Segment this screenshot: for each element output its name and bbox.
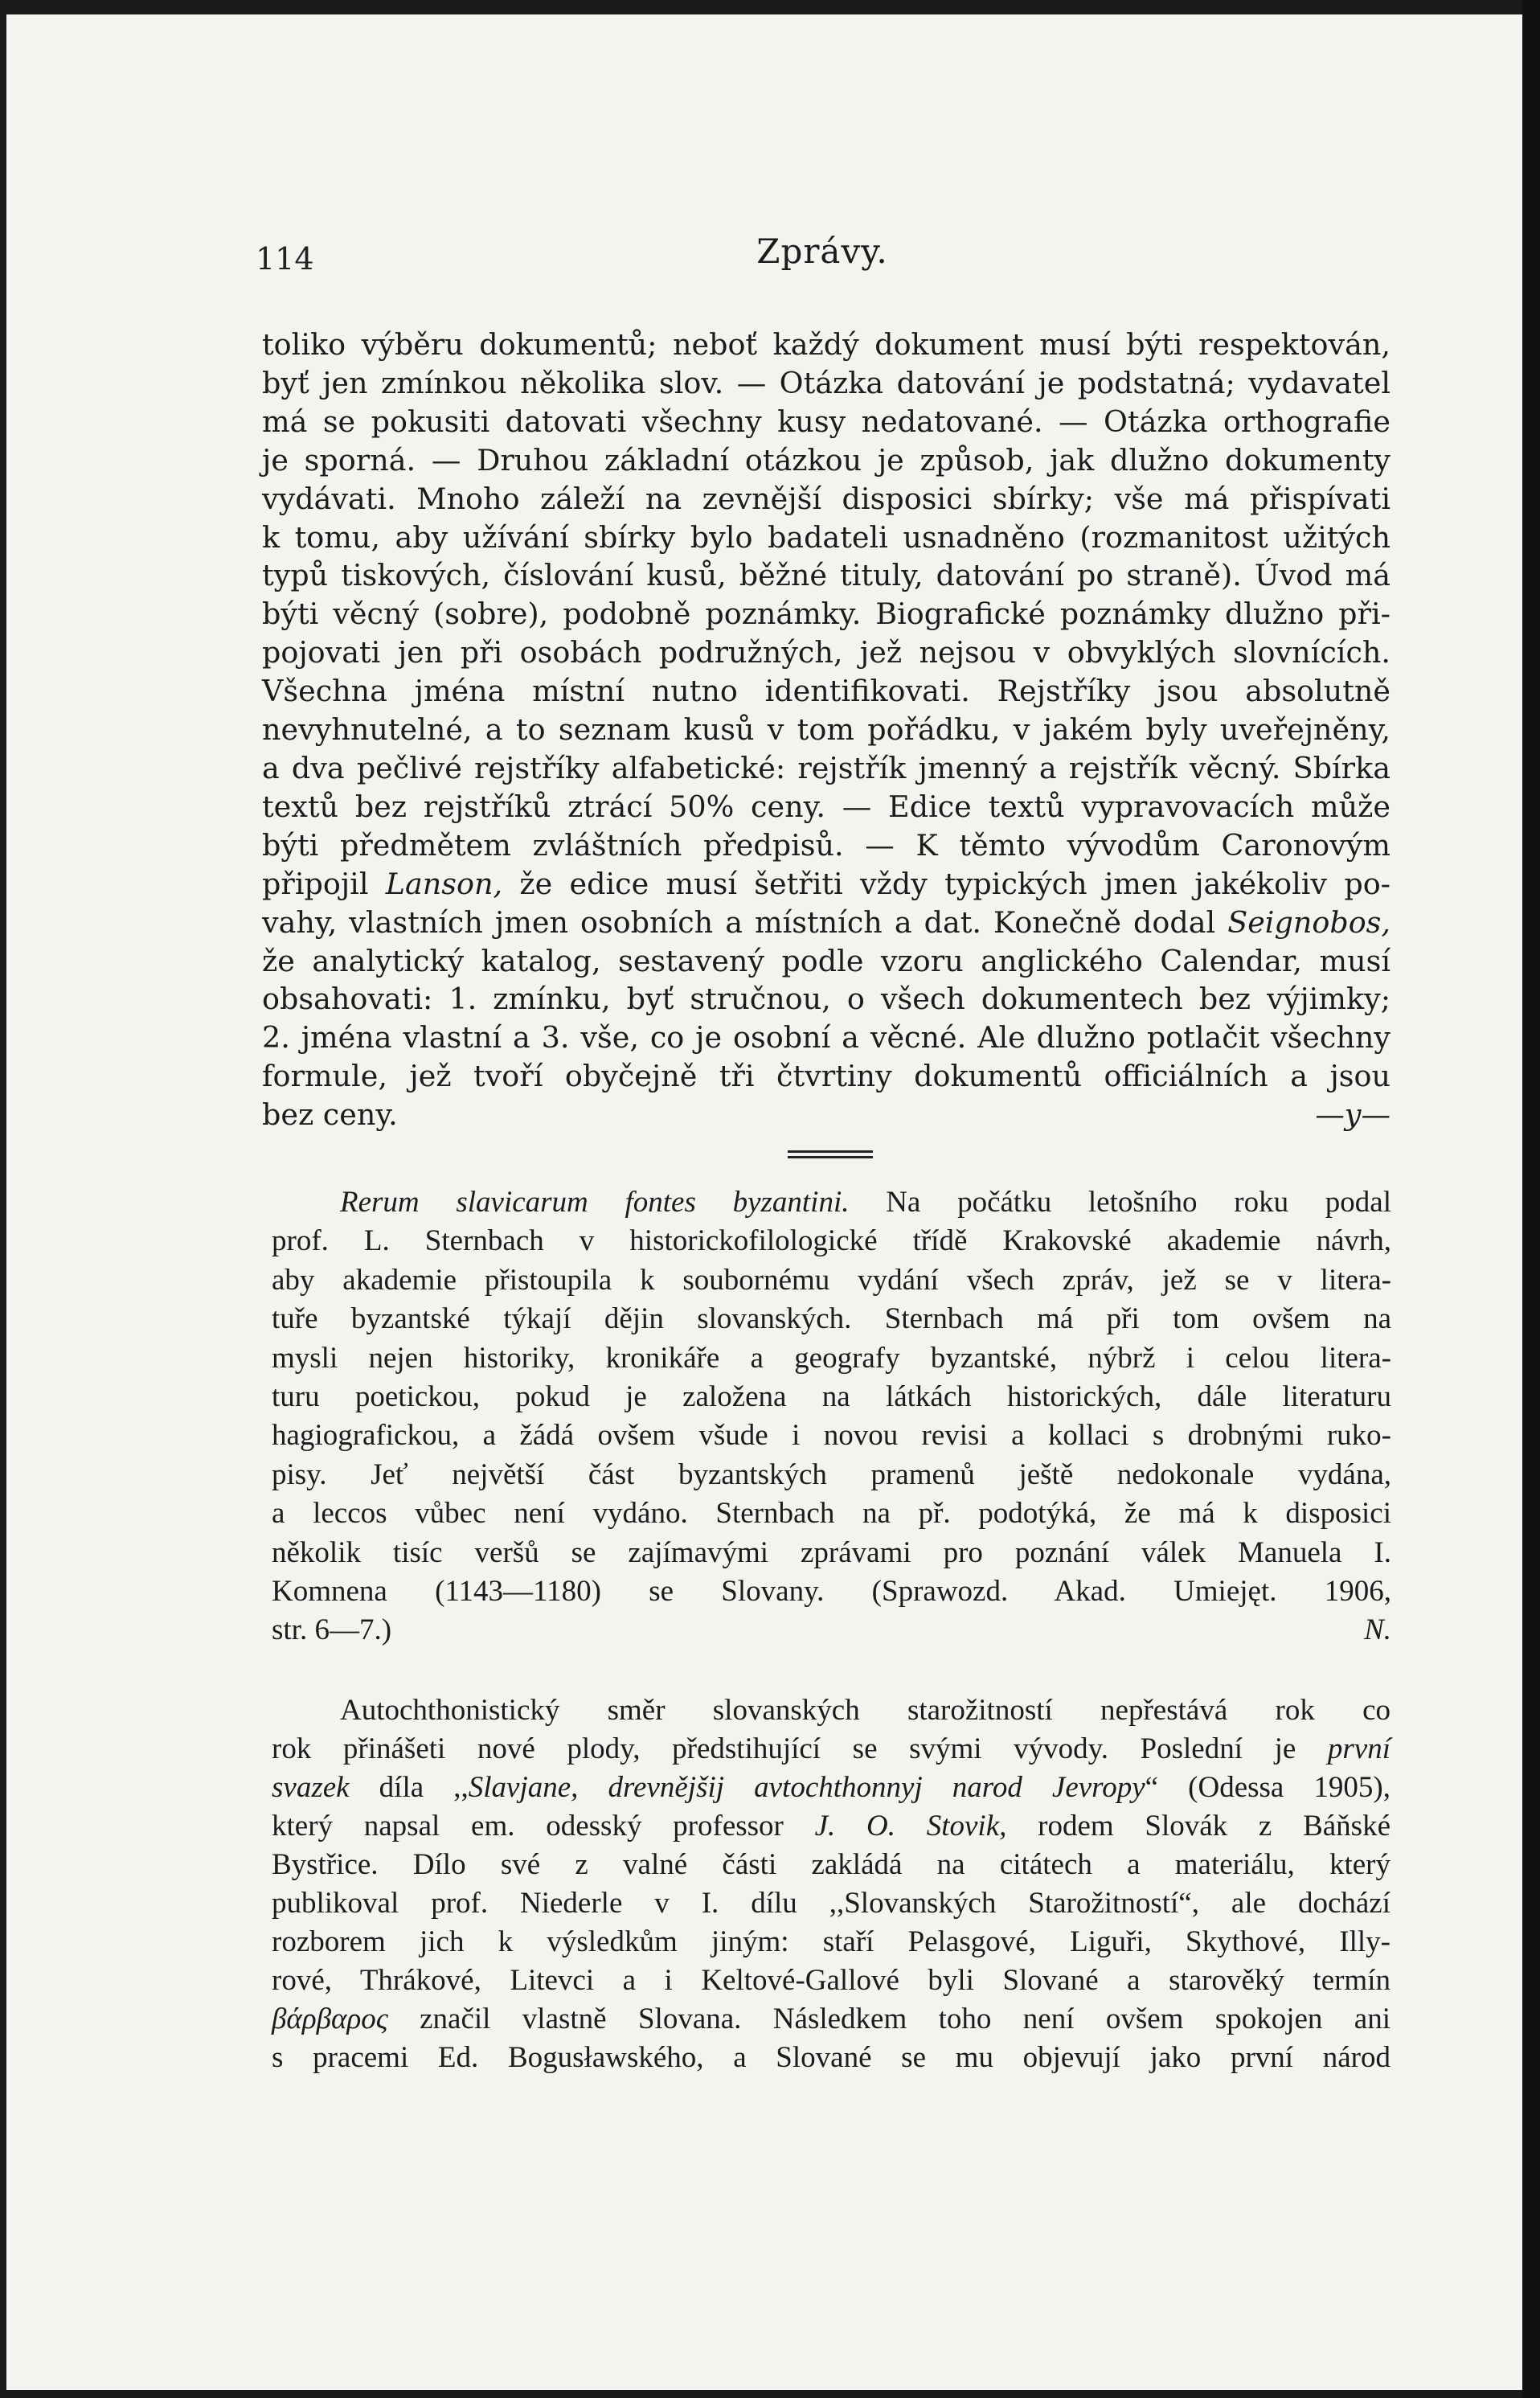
text-line: mysli nejen historiky, kronikáře a geografy byzantské, nýbrž i celou litera-: [272, 1341, 1391, 1375]
text-line: [272, 1807, 1391, 1846]
section-rerum-slavicarum: [272, 1183, 1391, 1650]
text-line: s pracemi Ed. Bogusławského, a Slované se mu objevují jako první národ: [272, 2041, 1391, 2074]
text-line: několik tisíc veršů se zajímavými zprávami pro poznání válek Manuela I.: [272, 1535, 1391, 1569]
text-line: tuře byzantské týkají dějin slovanských. Sternbach má při tom ovšem na: [272, 1302, 1391, 1336]
text-fragment: rodem Slovák z Báňské: [1006, 1810, 1391, 1843]
text-line: je sporná. — Druhou základní otázkou je způsob, jak dlužno dokumenty: [262, 442, 1391, 478]
text-line: a leccos vůbec není vydáno. Sternbach na př. podotýká, že má k disposici: [272, 1497, 1391, 1531]
text-line: textů bez rejstříků ztrácí 50% ceny. — Edice textů vypravovacích může: [262, 789, 1391, 824]
author-name-stovik: J. O. Stovik,: [814, 1810, 1007, 1843]
text-line: aby akademie přistoupila k soubornému vydání všech zpráv, jež se v litera-: [272, 1263, 1391, 1297]
text-line: rové, Thrákové, Litevci a i Keltové-Gallové byli Slované a starověký termín: [272, 1964, 1391, 1997]
text-line: [272, 2000, 1391, 2039]
section-autochthonism: [272, 1691, 1391, 2077]
text-line: k tomu, aby užívání sbírky bylo badateli usnadněno (rozmanitost užitých: [262, 519, 1391, 555]
text-fragment: že edice musí šetřiti vždy typických jmen jakékoliv po-: [502, 866, 1391, 901]
greek-word: βάρβαρος: [272, 2002, 388, 2035]
section-signoff: [262, 1096, 1391, 1134]
section-archival-editions: [262, 326, 1391, 1134]
page-header: [256, 232, 1389, 288]
text-line: [272, 1769, 1391, 1807]
text-line: vydávati. Mnoho záleží na zevnější disposici sbírky; vše má přispívati: [262, 481, 1391, 516]
book-page: [6, 14, 1522, 2390]
text-fragment: vahy, vlastních jmen osobních a místních a dat. Konečně dodal: [262, 904, 1216, 940]
text-line: pisy. Jeť největší část byzantských pramenů ještě nedokonale vydána,: [272, 1457, 1391, 1491]
text-fragment: připojil: [262, 866, 386, 901]
text-line: býti věcný (sobre), podobně poznámky. Biografické poznámky dlužno při-: [262, 596, 1391, 632]
text-fragment: rok přinášeti nové plody, předstihující se svými vývody. Poslední je: [272, 1732, 1328, 1765]
text-fragment: značil vlastně Slovana. Následkem toho není ovšem spokojen ani: [387, 2002, 1391, 2035]
text-line: Všechna jména místní nutno identifikovati. Rejstříky jsou absolutně: [262, 674, 1391, 709]
text-line: publikoval prof. Niederle v I. dílu ,,Slovanských Starožitností“, ale dochází: [272, 1887, 1391, 1920]
text-line-last: str. 6—7.): [272, 1613, 392, 1647]
text-line: Bystřice. Dílo své z valné části zakládá na citátech a materiálu, který: [272, 1848, 1391, 1881]
running-title: Zprávy.: [756, 232, 888, 271]
author-name-seignobos: Seignobos,: [1227, 904, 1391, 940]
text-fragment: Na počátku letošního roku podal: [849, 1186, 1392, 1219]
text-line: nevyhnutelné, a to seznam kusů v tom pořádku, v jakém byly uveřejněny,: [262, 712, 1391, 748]
text-line: prof. L. Sternbach v historickofilologické třídě Krakovské akademie návrh,: [272, 1224, 1391, 1258]
text-line: hagiografickou, a žádá ovšem všude i novou revisi a kollaci s drobnými ruko-: [272, 1419, 1391, 1453]
text-line-seignobos: [262, 904, 1391, 942]
italic-fragment: svazek: [272, 1771, 350, 1804]
text-line: Komnena (1143—1180) se Slovany. (Sprawozd. Akad. Umiejęt. 1906,: [272, 1575, 1391, 1609]
text-line: 2. jména vlastní a 3. vše, co je osobní a věcné. Ale dlužno potlačit všechny: [262, 1020, 1391, 1056]
page-number: 114: [256, 241, 314, 277]
text-line-last: bez ceny.: [262, 1097, 398, 1133]
text-line: typů tiskových, číslování kusů, běžné tituly, datování po straně). Úvod má: [262, 558, 1391, 593]
text-line: a dva pečlivé rejstříky alfabetické: rejstřík jmenný a rejstřík věcný. Sbírka: [262, 750, 1391, 785]
article-title: Rerum slavicarum fontes byzantini.: [340, 1186, 850, 1219]
author-name-lanson: Lanson,: [385, 866, 503, 901]
text-line: rozborem jich k výsledkům jiným: staří Pelasgové, Liguři, Skythové, Illy-: [272, 1925, 1391, 1958]
text-line-title: [272, 1183, 1391, 1222]
text-fragment: díla ,,: [349, 1771, 469, 1804]
text-line: turu poetickou, pokud je založena na látkách historických, dále literaturu: [272, 1380, 1391, 1414]
text-line: toliko výběru dokumentů; neboť každý dokument musí býti respektován,: [262, 327, 1391, 362]
section-divider: [788, 1150, 873, 1160]
text-line: [272, 1730, 1391, 1769]
text-line: formule, jež tvoří obyčejně tři čtvrtiny dokumentů officiálních a jsou: [262, 1059, 1391, 1094]
text-line: má se pokusiti datovati všechny kusy nedatované. — Otázka orthografie: [262, 404, 1391, 439]
author-signature: N.: [1364, 1613, 1391, 1647]
text-fragment: který napsal em. odesský professor: [272, 1810, 815, 1843]
author-signature: —y—: [1315, 1097, 1391, 1133]
text-fragment: “ (Odessa 1905),: [1145, 1771, 1391, 1804]
text-line: byť jen zmínkou několika slov. — Otázka datování je podstatná; vydavatel: [262, 365, 1391, 400]
italic-fragment: první: [1327, 1732, 1391, 1765]
text-line: že analytický katalog, sestavený podle vzoru anglického Calendar, musí: [262, 943, 1391, 978]
book-spine-edge: [1522, 0, 1540, 2398]
text-line: býti předmětem zvláštních předpisů. — K těmto vývodům Caronovým: [262, 827, 1391, 863]
text-line: obsahovati: 1. zmínku, byť stručnou, o všech dokumentech bez výjimky;: [262, 982, 1391, 1017]
text-line: pojovati jen při osobách podružných, jež nejsou v obvyklých slovnících.: [262, 635, 1391, 670]
book-title: Slavjane, drevnějšij avtochthonnyj narod Jevropy: [468, 1771, 1145, 1804]
text-line: Autochthonistický směr slovanských starožitností nepřestává rok co: [340, 1694, 1391, 1727]
section-signoff: [272, 1611, 1391, 1650]
text-line-lanson: [262, 865, 1391, 904]
